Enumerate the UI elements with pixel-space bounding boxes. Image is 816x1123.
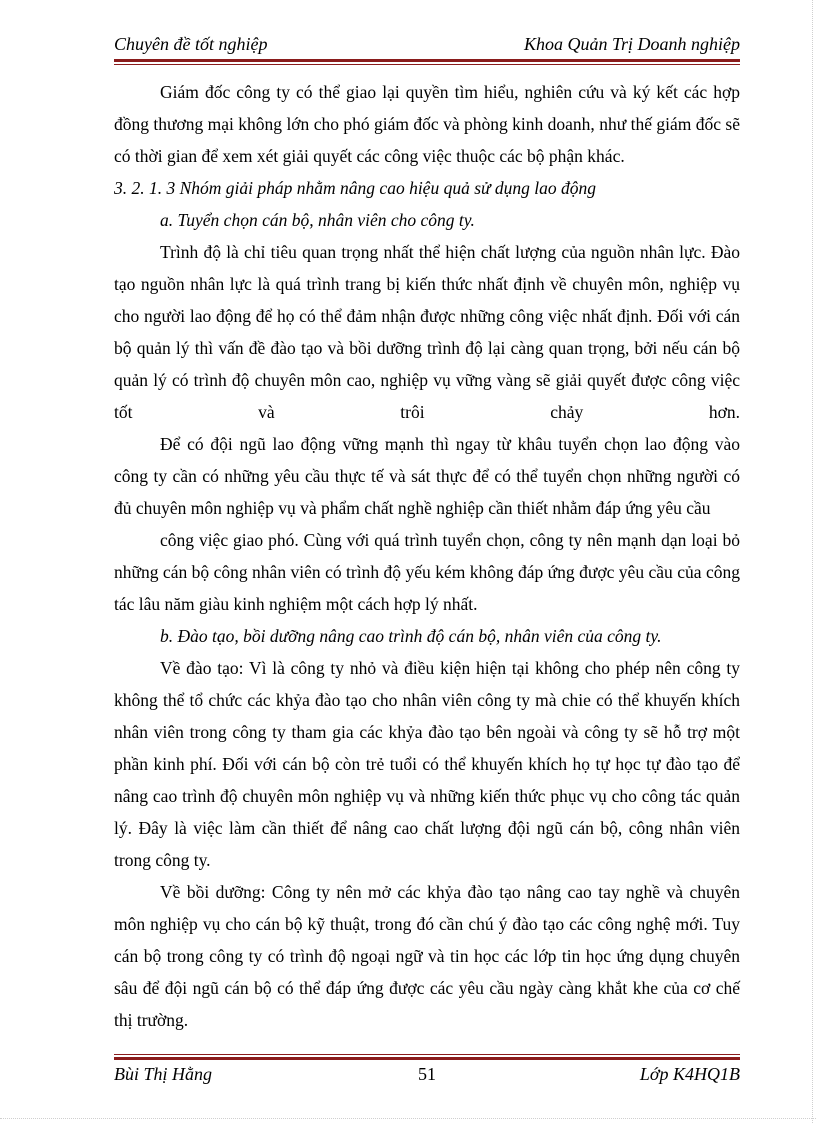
section-heading: 3. 2. 1. 3 Nhóm giải pháp nhằm nâng cao hiệu quả sử dụng lao động — [114, 178, 597, 198]
paragraph-6: Về bồi dưỡng: Công ty nên mở các khỷa đào tạo nâng cao tay nghề và chuyên môn nghiệp vụ cho cán bộ kỹ thuật, trong đó cần chú ý đào tạo các công nghệ mới. Tuy cán bộ trong công ty có trình độ ngoại ngữ và tin học các lớp tin học ứng dụng chuyên sâu để đội ngũ cán bộ có thể đáp ứng được các yêu cầu ngày càng khắt khe của cơ chế thị trường. — [114, 882, 740, 1030]
header-right: Khoa Quản Trị Doanh nghiệp — [523, 34, 740, 54]
page-edge-right — [812, 0, 813, 1123]
paragraph-3: Để có đội ngũ lao động vững mạnh thì ngay từ khâu tuyển chọn lao động vào công ty cần có những yêu cầu thực tế và sát thực để có thể tuyển chọn những người có đủ chuyên môn nghiệp vụ và phẩm chất nghề nghiệp cần thiết nhằm đáp ứng yêu cầu — [114, 434, 740, 518]
subheading-a: a. Tuyển chọn cán bộ, nhân viên cho công ty. — [160, 210, 475, 230]
page-number: 51 — [418, 1064, 436, 1084]
header-rule-thin — [114, 64, 740, 65]
page-edge-bottom — [0, 1118, 816, 1119]
subheading-b: b. Đào tạo, bồi dưỡng nâng cao trình độ cán bộ, nhân viên của công ty. — [160, 626, 662, 646]
paragraph-5: Về đào tạo: Vì là công ty nhỏ và điều kiện hiện tại không cho phép nên công ty không thể tổ chức các khỷa đào tạo cho nhân viên công ty mà chie có thể khuyến khích nhân viên trong công ty tham gia các khỷa đào tạo bên ngoài và công ty sẽ hỗ trợ một phần kinh phí. Đối với cán bộ còn trẻ tuổi có thể khuyến khích họ tự học tự đào tạo để nâng cao trình độ chuyên môn nghiệp vụ và những kiến thức phục vụ cho công tác quản lý. Đây là việc làm cần thiết để nâng cao chất lượng đội ngũ cán bộ, công nhân viên trong công ty. — [114, 658, 740, 870]
header-left: Chuyên đề tốt nghiệp — [114, 34, 268, 54]
footer-author: Bùi Thị Hằng — [114, 1064, 213, 1084]
footer-class: Lớp K4HQ1B — [639, 1064, 740, 1084]
page-body — [114, 74, 740, 1036]
paragraph-4: công việc giao phó. Cùng với quá trình tuyển chọn, công ty nên mạnh dạn loại bỏ những cán bộ công nhân viên có trình độ yếu kém không đáp ứng được yêu cầu của công tác lâu năm giàu kinh nghiệm một cách hợp lý nhất. — [114, 530, 740, 614]
paragraph-1: Giám đốc công ty có thể giao lại quyền tìm hiểu, nghiên cứu và ký kết các hợp đồng thương mại không lớn cho phó giám đốc và phòng kinh doanh, như thế giám đốc sẽ có thời gian để xem xét giải quyết các công việc thuộc các bộ phận khác. — [114, 82, 740, 166]
header-rule-thick — [114, 59, 740, 62]
page-header — [114, 30, 740, 58]
footer-rule-thick — [114, 1057, 740, 1060]
paragraph-2: Trình độ là chỉ tiêu quan trọng nhất thể hiện chất lượng của nguồn nhân lực. Đào tạo nguồn nhân lực là quá trình trang bị kiến thức nhất định về chuyên môn, nghiệp vụ cho người lao động để họ có thể đảm nhận được những công việc nhất định. Đối với cán bộ quản lý thì vấn đề đào tạo và bồi dưỡng trình độ lại càng quan trọng, bởi nếu cán bộ quản lý có trình độ chuyên môn cao, nghiệp vụ vững vàng sẽ giải quyết được công việc tốt và trôi chảy hơn. — [114, 242, 740, 422]
footer-rule-thin — [114, 1054, 740, 1055]
page-footer — [114, 1064, 740, 1088]
